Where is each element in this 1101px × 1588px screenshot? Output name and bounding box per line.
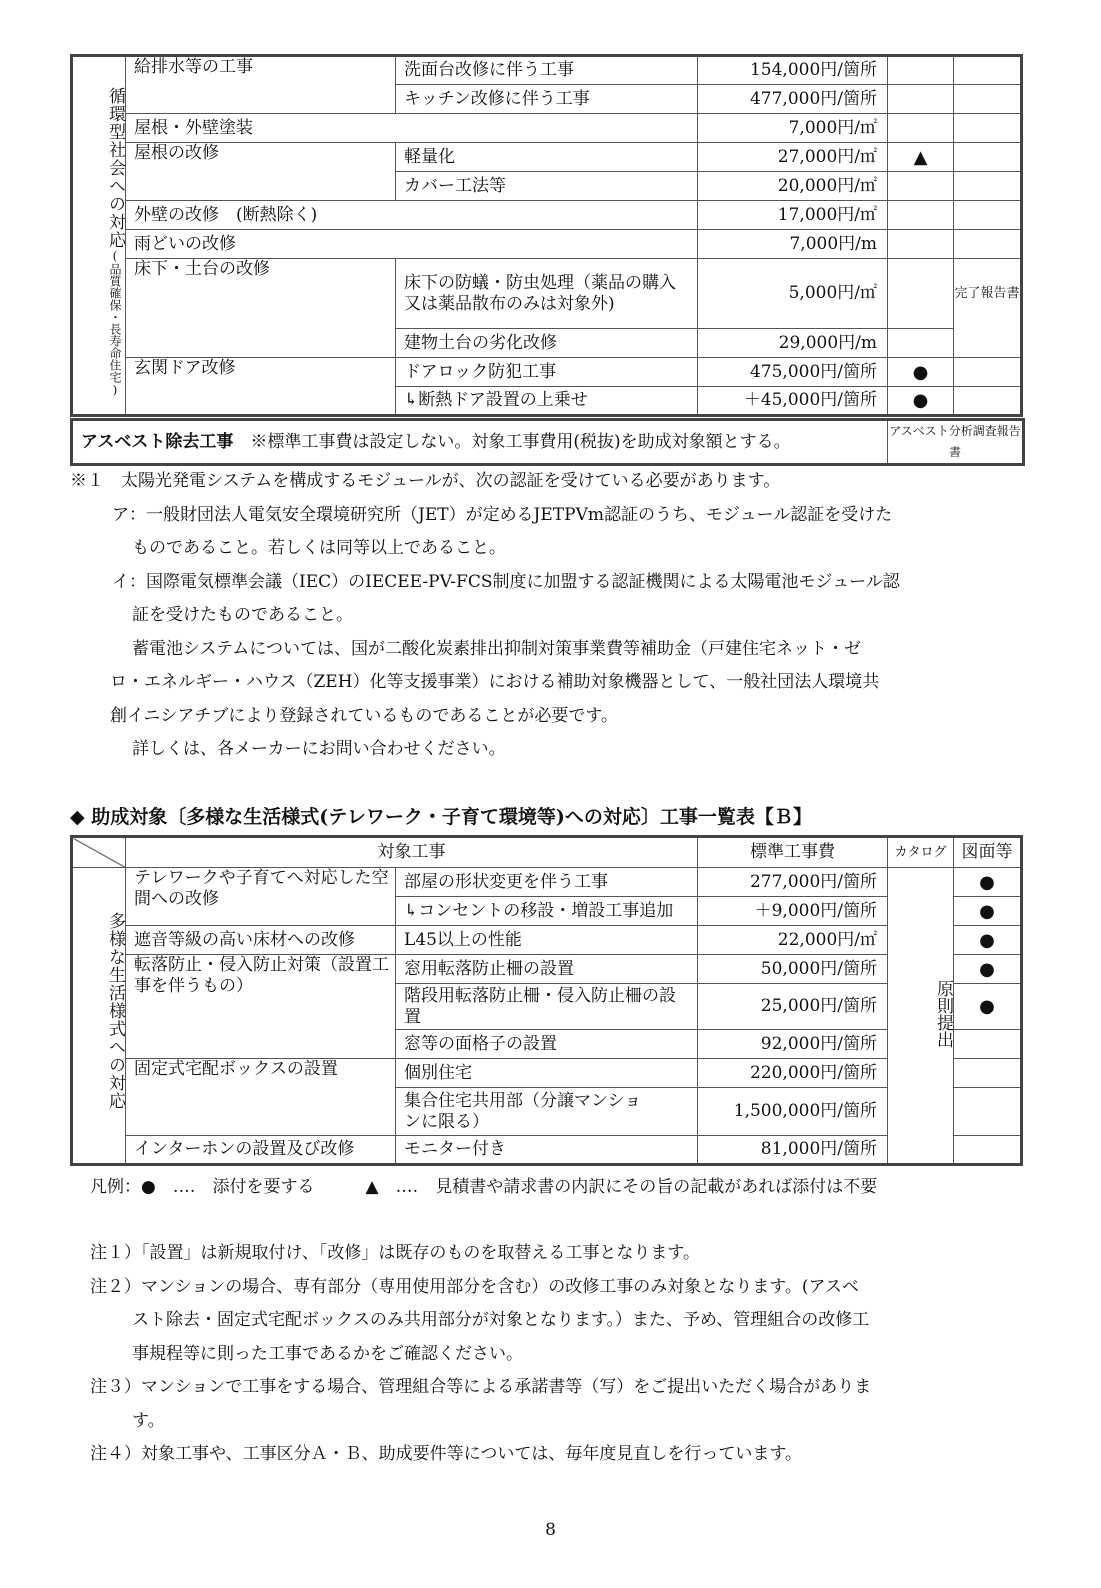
- cell-category: 転落防止・侵入防止対策（設置工事を伴うもの）: [126, 955, 396, 1059]
- cell-item: キッチン改修に伴う工事: [396, 85, 698, 114]
- cell-item: ↳断熱ドア設置の上乗せ: [396, 387, 698, 416]
- cell-catalog: [888, 329, 954, 358]
- dot-mark: ●: [954, 955, 1022, 984]
- header-row: [72, 837, 1022, 868]
- table-row: [72, 1059, 1022, 1088]
- table-row: [72, 56, 1022, 85]
- cell-figures: [954, 1030, 1022, 1059]
- table-b: [70, 835, 1023, 1166]
- cell-cost: 20,000円/㎡: [698, 172, 888, 201]
- note-line: ※１ 太陽光発電システムを構成するモジュールが、次の認証を受けている必要があります。: [70, 471, 781, 491]
- table-row: [72, 143, 1022, 172]
- asbestos-row: [70, 418, 1025, 466]
- cell-category: 屋根の改修: [126, 143, 396, 201]
- note-line: スト除去・固定式宅配ボックスのみ共用部分が対象となります。）また、予め、管理組合の改修工: [132, 1310, 870, 1330]
- table-row: [72, 201, 1022, 230]
- docs-completion-report: 完了報告書: [954, 259, 1022, 358]
- cell-catalog: [888, 85, 954, 114]
- note-line: イ：国際電気標準会議（IEC）のIECEE-PV-FCS制度に加盟する認証機関による太陽電池モジュール認: [112, 571, 900, 592]
- table-row: [72, 926, 1022, 955]
- cell-item: 建物土台の劣化改修: [396, 329, 698, 358]
- cell-cost: 27,000円/㎡: [698, 143, 888, 172]
- note-line: す。: [132, 1410, 165, 1431]
- cell-cost: 50,000円/箇所: [698, 955, 888, 984]
- cell-cost: 220,000円/箇所: [698, 1059, 888, 1088]
- cell-docs: [954, 56, 1022, 85]
- notes-solar: [70, 465, 1030, 767]
- table-row: [72, 259, 1022, 329]
- header-figures: 図面等: [954, 837, 1022, 868]
- docs-asbestos-report: アスベスト分析調査報告書: [888, 420, 1024, 465]
- cell-category: インターホンの設置及び改修: [126, 1136, 396, 1165]
- table-row: [72, 955, 1022, 984]
- cell-docs: [954, 230, 1022, 259]
- cell-cost: ＋45,000円/箇所: [698, 387, 888, 416]
- cell-category: 外壁の改修 (断熱除く): [126, 201, 698, 230]
- cell-item: L45以上の性能: [396, 926, 698, 955]
- cell-figures: [954, 1088, 1022, 1136]
- cell-cost: 29,000円/m: [698, 329, 888, 358]
- header-work: 対象工事: [126, 837, 698, 868]
- dot-mark: ●: [954, 868, 1022, 897]
- cell-figures: [954, 1136, 1022, 1165]
- dot-mark: ●: [954, 926, 1022, 955]
- cell-catalog: [888, 114, 954, 143]
- cell-catalog: [888, 56, 954, 85]
- asbestos-note: ※標準工事費は設定しない。対象工事費用(税抜)を助成対象額とする。: [250, 431, 791, 452]
- table-row: [72, 1136, 1022, 1165]
- table-row: [72, 114, 1022, 143]
- cell-item: カバー工法等: [396, 172, 698, 201]
- cell-cost: 25,000円/箇所: [698, 984, 888, 1030]
- side-label: [72, 56, 126, 416]
- triangle-mark: ▲: [888, 143, 954, 172]
- cell-category: 給排水等の工事: [126, 56, 396, 114]
- asbestos-title: アスベスト除去工事: [81, 431, 234, 452]
- cell-docs: [954, 172, 1022, 201]
- side-label-text: 循環型社会への対応: [105, 87, 125, 249]
- cell-catalog: [888, 201, 954, 230]
- cell-category: 固定式宅配ボックスの設置: [126, 1059, 396, 1136]
- note-line: 蓄電池システムについては、国が二酸化炭素排出抑制対策事業費等補助金（戸建住宅ネット・ゼ: [132, 638, 861, 659]
- cell-cost: 7,000円/㎡: [698, 114, 888, 143]
- note-line: 注３）マンションで工事をする場合、管理組合等による承諾書等（写）をご提出いただく場合がありま: [90, 1377, 872, 1397]
- note-line: ロ・エネルギー・ハウス（ZEH）化等支援事業）における補助対象機器として、一般社団法人環境共: [110, 672, 880, 692]
- note-line: 事規程等に則った工事であるかをご確認ください。: [132, 1343, 523, 1364]
- cell-category: 床下・土台の改修: [126, 259, 396, 358]
- header-cost: 標準工事費: [698, 837, 888, 868]
- cell-docs: [954, 114, 1022, 143]
- cell-cost: 477,000円/箇所: [698, 85, 888, 114]
- header-catalog: カタログ: [888, 837, 954, 868]
- cell-docs: [954, 85, 1022, 114]
- side-sub-label: (品質確保・長寿命住宅): [108, 249, 122, 397]
- side-label: 多様な生活様式への対応: [72, 868, 126, 1165]
- cell-item: 部屋の形状変更を伴う工事: [396, 868, 698, 897]
- cell-category: 屋根・外壁塗装: [126, 114, 698, 143]
- cell-figures: [954, 1059, 1022, 1088]
- cell-item: 洗面台改修に伴う工事: [396, 56, 698, 85]
- dot-mark: ●: [888, 358, 954, 387]
- note-line: ものであること。若しくは同等以上であること。: [132, 538, 506, 558]
- dot-mark: ●: [954, 897, 1022, 926]
- cell-docs: [954, 358, 1022, 387]
- notes-general: [90, 1237, 1030, 1472]
- cell-item: モニター付き: [396, 1136, 698, 1165]
- cell-cost: 277,000円/箇所: [698, 868, 888, 897]
- cell-category: 雨どいの改修: [126, 230, 698, 259]
- cell-catalog: [888, 172, 954, 201]
- cell-item: 階段用転落防止柵・侵入防止柵の設置: [396, 984, 698, 1030]
- asbestos-cell: [72, 420, 888, 465]
- note-line: 注２）マンションの場合、専有部分（専用使用部分を含む）の改修工事のみ対象となります。(アスベ: [90, 1276, 859, 1297]
- note-line: ア：一般財団法人電気安全環境研究所（JET）が定めるJETPVm認証のうち、モジュール認証を受けた: [112, 504, 893, 525]
- cell-item: 床下の防蟻・防虫処理（薬品の購入又は薬品散布のみは対象外): [396, 259, 698, 329]
- cell-cost: 7,000円/m: [698, 230, 888, 259]
- cell-cost: 154,000円/箇所: [698, 56, 888, 85]
- cell-cost: ＋9,000円/箇所: [698, 897, 888, 926]
- table-row: [72, 868, 1022, 897]
- cell-item: 集合住宅共用部（分譲マンションに限る）: [396, 1088, 698, 1136]
- cell-item: 窓等の面格子の設置: [396, 1030, 698, 1059]
- cell-cost: 475,000円/箇所: [698, 358, 888, 387]
- table-row: [72, 358, 1022, 387]
- header-corner: [72, 837, 126, 868]
- cell-catalog: [888, 259, 954, 329]
- cell-docs: [954, 387, 1022, 416]
- section-b-title: ◆ 助成対象〔多様な生活様式(テレワーク・子育て環境等)への対応〕工事一覧表【Ｂ】: [70, 806, 812, 828]
- cell-category: 遮音等級の高い床材への改修: [126, 926, 396, 955]
- cell-docs: [954, 201, 1022, 230]
- note-line: 注４）対象工事や、工事区分Ａ・Ｂ、助成要件等については、毎年度見直しを行っています。: [90, 1444, 802, 1464]
- dot-mark: ●: [888, 387, 954, 416]
- page-number: 8: [545, 1520, 556, 1540]
- cell-cost: 5,000円/㎡: [698, 259, 888, 329]
- cell-cost: 1,500,000円/箇所: [698, 1088, 888, 1136]
- cell-catalog: [888, 230, 954, 259]
- note-line: 創イニシアチブにより登録されているものであることが必要です。: [110, 705, 618, 726]
- table-a: [70, 54, 1023, 417]
- dot-mark: ●: [954, 984, 1022, 1030]
- cell-cost: 92,000円/箇所: [698, 1030, 888, 1059]
- cell-item: ドアロック防犯工事: [396, 358, 698, 387]
- catalog-note: 原則提出: [888, 868, 954, 1165]
- note-line: 注１）「設置」は新規取付け、「改修」は既存のものを取替える工事となります。: [90, 1243, 700, 1263]
- cell-cost: 17,000円/㎡: [698, 201, 888, 230]
- cell-item: 窓用転落防止柵の設置: [396, 955, 698, 984]
- note-line: 証を受けたものであること。: [132, 605, 353, 625]
- cell-category: 玄関ドア改修: [126, 358, 396, 416]
- cell-item: 個別住宅: [396, 1059, 698, 1088]
- legend: 凡例：● ‥‥ 添付を要する ▲ ‥‥ 見積書や請求書の内訳にその旨の記載があれば添付は不要: [90, 1177, 878, 1197]
- cell-docs: [954, 143, 1022, 172]
- table-row: [72, 230, 1022, 259]
- cell-cost: 22,000円/㎡: [698, 926, 888, 955]
- cell-item: ↳コンセントの移設・増設工事追加: [396, 897, 698, 926]
- cell-category: テレワークや子育てへ対応した空間への改修: [126, 868, 396, 926]
- cell-item: 軽量化: [396, 143, 698, 172]
- cell-cost: 81,000円/箇所: [698, 1136, 888, 1165]
- note-line: 詳しくは、各メーカーにお問い合わせください。: [132, 739, 506, 759]
